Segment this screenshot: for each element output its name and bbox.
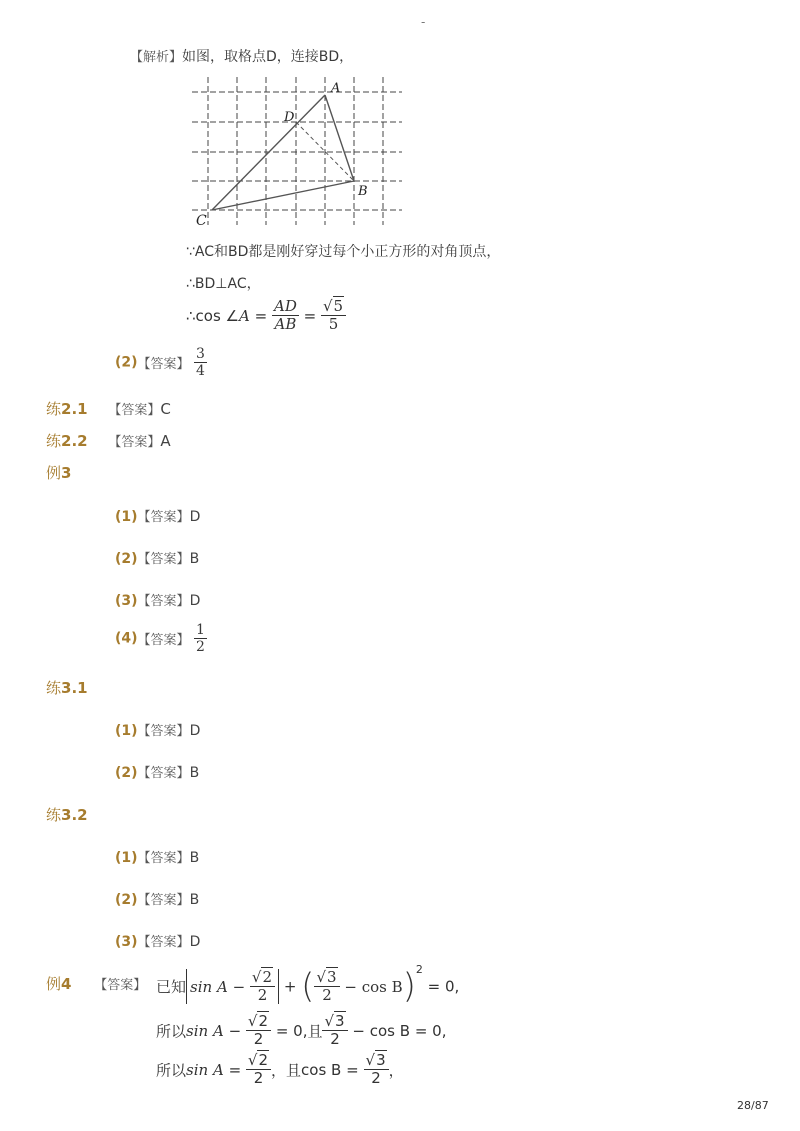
sqrt-symbol: √ <box>247 1012 258 1030</box>
li4-l3-sina: sin A <box>186 1060 224 1079</box>
sqrt3-num: 3 <box>335 1012 345 1030</box>
frac-ad-ab <box>272 298 299 334</box>
because-line: ∵AC和BD都是刚好穿过每个小正方形的对角顶点， <box>186 244 501 260</box>
li3-item-1 <box>115 506 200 525</box>
li4-l2-eq0-2: = 0, <box>414 1021 447 1040</box>
li4-l1-eq0: = 0, <box>427 977 460 996</box>
li4-l1-cosb: cos B <box>361 977 403 996</box>
lian3-1-item-2-tag: 【答案】 <box>137 766 190 781</box>
li3-item-2-answer: B <box>189 551 200 567</box>
lian3-2-item-3 <box>115 931 200 950</box>
top-marker: - <box>421 15 426 29</box>
part2-answer <box>115 346 207 379</box>
therefore-line: ∴BD⊥AC， <box>186 276 261 292</box>
frac-ab: AB <box>272 315 299 333</box>
sqrt2-num: 2 <box>258 1012 269 1030</box>
li3-prefix: 例 <box>46 464 62 482</box>
li4-line1-lead: 已知 <box>156 978 187 996</box>
li4-l2-and: 且 <box>307 1022 323 1041</box>
lian2-1-prefix: 练 <box>46 400 62 418</box>
li4-l3-and: ，且 <box>271 1061 302 1080</box>
sqrt-symbol: √ <box>251 967 262 986</box>
lian3-1-item-1-label: (1) <box>115 723 138 739</box>
li4-heading <box>46 973 146 994</box>
page-number: 28/87 <box>737 1099 769 1112</box>
li3-heading <box>46 462 71 483</box>
li4-l2-minus-2: − <box>352 1021 365 1040</box>
analysis-tag: 【解析】 <box>130 50 183 65</box>
lian3-1-item-1 <box>115 720 200 739</box>
lian3-1-item-2-answer: B <box>189 765 200 781</box>
lian3-2-item-1 <box>115 847 199 866</box>
cos-angle-a: A <box>239 306 250 325</box>
li4-prefix: 例 <box>46 975 62 993</box>
li4-line3-lead: 所以 <box>156 1061 187 1080</box>
frac-den-2: 2 <box>246 1069 271 1087</box>
li4-l3-cosb: cos B <box>301 1060 342 1079</box>
li3-item-2-label: (2) <box>115 551 138 567</box>
frac-1-2 <box>194 622 207 655</box>
label-a: A <box>331 81 341 96</box>
li4-l2-minus: − <box>228 1021 242 1040</box>
sqrt-symbol: √ <box>247 1051 258 1069</box>
cos-eq-2: = <box>303 306 317 325</box>
li4-l1-plus: + <box>283 977 297 996</box>
frac-ad: AD <box>273 297 297 315</box>
grid-lines <box>192 77 402 225</box>
li4-line-2 <box>156 1013 446 1049</box>
li4-l1-frac-sqrt2 <box>250 969 275 1005</box>
lian2-1-answer: C <box>160 400 171 418</box>
li4-l2-frac-sqrt3 <box>322 1013 347 1049</box>
lian3-2-item-2-label: (2) <box>115 892 138 908</box>
lian3-2-item-3-label: (3) <box>115 934 138 950</box>
cos-formula <box>186 298 346 334</box>
lian2-2-answer: A <box>160 432 171 450</box>
sqrt-symbol: √ <box>316 967 326 986</box>
lian3-1-item-2-label: (2) <box>115 765 138 781</box>
li3-item-3 <box>115 590 200 609</box>
li4-l1-square: 2 <box>415 963 423 976</box>
li3-item-2 <box>115 548 199 567</box>
frac-den-2: 2 <box>250 986 275 1004</box>
li3-item-4 <box>115 622 207 655</box>
lian3-1-heading <box>46 677 88 698</box>
li4-tag: 【答案】 <box>94 978 147 993</box>
sqrt-symbol: √ <box>365 1051 376 1069</box>
label-d: D <box>284 110 295 125</box>
lian2-1 <box>46 398 171 419</box>
sqrt2-num: 2 <box>262 967 273 986</box>
lian3-2-item-3-answer: D <box>189 934 201 950</box>
frac-2: 2 <box>196 639 205 656</box>
li4-l1-minus: − <box>232 977 246 996</box>
li3-num: 3 <box>61 464 72 482</box>
li4-l3-frac-sqrt3 <box>364 1052 389 1088</box>
li4-l1-sina: sin A <box>190 977 228 996</box>
li3-item-1-answer: D <box>189 509 201 525</box>
lian3-2-item-2-answer: B <box>189 892 200 908</box>
li3-item-3-answer: D <box>189 593 201 609</box>
sqrt-symbol: √ <box>322 297 333 315</box>
li3-item-3-tag: 【答案】 <box>137 594 190 609</box>
part2-tag: 【答案】 <box>137 357 190 373</box>
lian3-1-item-1-answer: D <box>189 723 201 739</box>
li3-item-4-label: (4) <box>115 630 138 647</box>
lian3-1-item-2 <box>115 762 199 781</box>
li4-line2-lead: 所以 <box>156 1022 187 1041</box>
li4-l2-eq0: = 0, <box>275 1021 308 1040</box>
lian2-2-num: 2.2 <box>61 432 88 450</box>
lian3-2-item-1-answer: B <box>189 850 200 866</box>
li4-num: 4 <box>61 975 72 993</box>
label-c: C <box>196 213 207 227</box>
frac-3-4 <box>194 346 207 379</box>
cos-prefix: ∴cos ∠ <box>186 306 239 325</box>
lian3-2-item-1-tag: 【答案】 <box>137 851 190 866</box>
li4-l2-frac-sqrt2 <box>246 1013 271 1049</box>
frac-1: 1 <box>196 622 205 638</box>
lian3-1-num: 3.1 <box>61 679 88 697</box>
frac5-den: 5 <box>321 315 346 333</box>
lian3-2-num: 3.2 <box>61 806 88 824</box>
abs-value-expr <box>186 969 279 1005</box>
frac-sqrt5-5 <box>321 298 346 334</box>
analysis-line <box>130 46 353 66</box>
frac-4: 4 <box>196 363 205 380</box>
lian2-1-num: 2.1 <box>61 400 88 418</box>
li4-l1-minus-2: − <box>344 977 357 996</box>
li4-l2-cosb: cos B <box>369 1021 411 1040</box>
li4-line-3 <box>156 1052 404 1088</box>
lian2-2 <box>46 430 171 451</box>
sqrt2-num: 2 <box>258 1051 269 1069</box>
lian3-2-item-1-label: (1) <box>115 850 138 866</box>
lian3-2-item-3-tag: 【答案】 <box>137 935 190 950</box>
sqrt5-num: 5 <box>333 297 344 315</box>
frac-den-2: 2 <box>322 1030 347 1048</box>
lian3-1-item-1-tag: 【答案】 <box>137 724 190 739</box>
cos-eq-1: = <box>254 306 268 325</box>
lian2-2-prefix: 练 <box>46 432 62 450</box>
li3-item-3-label: (3) <box>115 593 138 609</box>
lian3-2-item-2 <box>115 889 199 908</box>
li4-l1-frac-sqrt3 <box>314 969 339 1005</box>
li3-item-1-label: (1) <box>115 509 138 525</box>
grid-figure <box>188 75 408 227</box>
lian3-2-prefix: 练 <box>46 806 62 824</box>
li4-l2-sina: sin A <box>186 1021 224 1040</box>
lian2-2-tag: 【答案】 <box>108 435 161 450</box>
lian3-1-prefix: 练 <box>46 679 62 697</box>
li4-l3-eq-2: = <box>346 1060 359 1079</box>
sqrt3-num: 3 <box>376 1051 386 1069</box>
li3-item-2-tag: 【答案】 <box>137 552 190 567</box>
lian3-2-item-2-tag: 【答案】 <box>137 893 190 908</box>
frac-den-2: 2 <box>314 986 339 1004</box>
frac-den-2: 2 <box>364 1069 389 1087</box>
analysis-intro: 如图，取格点D，连接BD， <box>182 49 354 65</box>
frac-den-2: 2 <box>246 1030 271 1048</box>
li4-l3-eq: = <box>228 1060 242 1079</box>
li4-l3-comma: ， <box>388 1061 404 1080</box>
label-b: B <box>358 184 368 199</box>
frac-3: 3 <box>196 346 205 362</box>
sqrt3-num: 3 <box>327 967 337 986</box>
lian3-2-heading <box>46 804 88 825</box>
li4-l3-frac-sqrt2 <box>246 1052 271 1088</box>
li4-line-1: 已知 sin A − $\frac{√2}{2}$ + ( $\frac{√3}{2}$ − cos B)$^2$ = 0, <box>156 963 460 1007</box>
sqrt-symbol: √ <box>324 1012 335 1030</box>
li3-item-4-tag: 【答案】 <box>137 633 190 649</box>
li3-item-1-tag: 【答案】 <box>137 510 190 525</box>
lian2-1-tag: 【答案】 <box>108 403 161 418</box>
part2-label: (2) <box>115 354 138 371</box>
